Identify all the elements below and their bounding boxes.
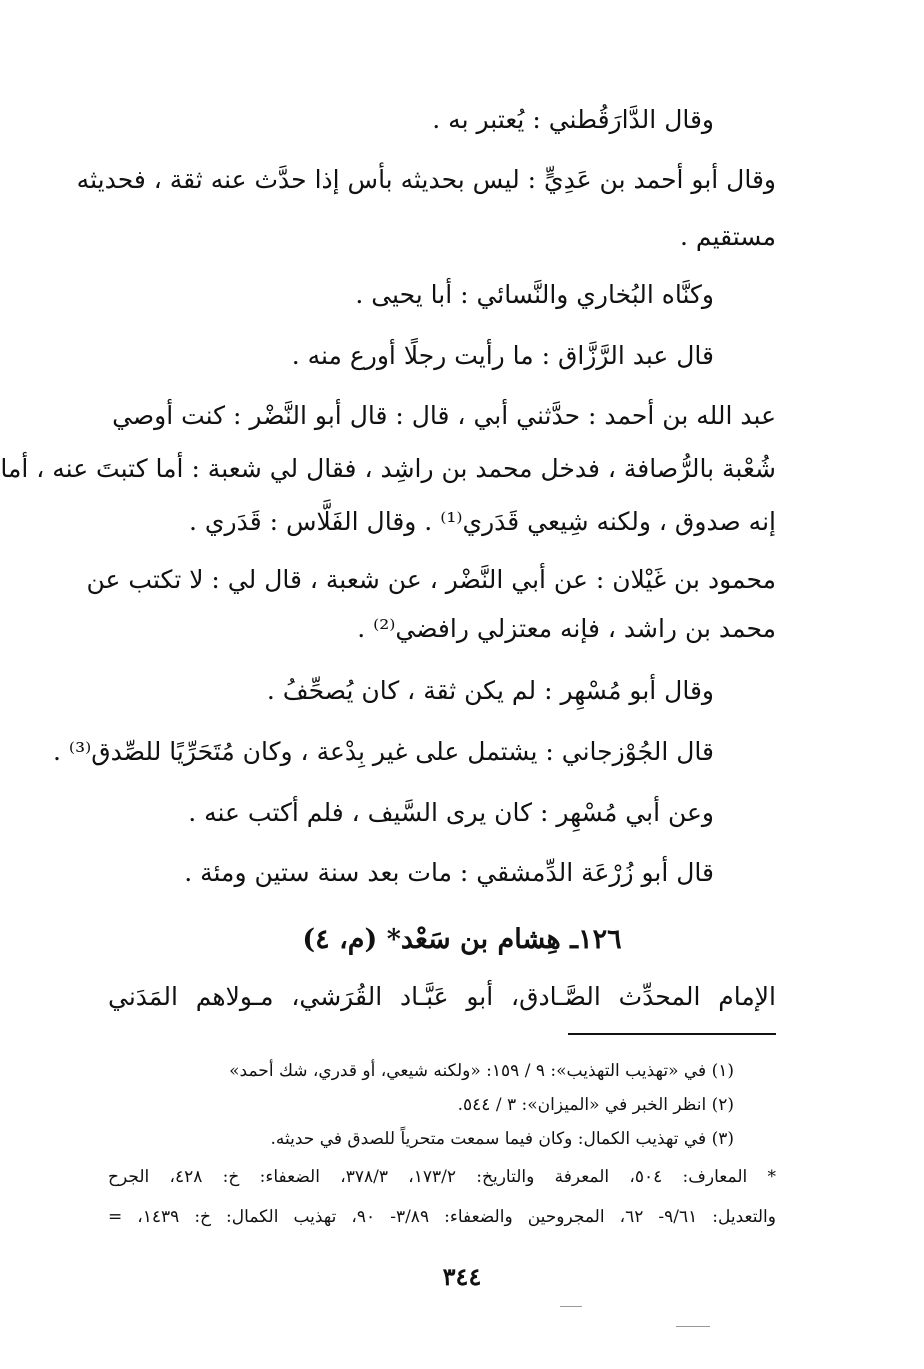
text-line-sayf: وعن أبي مُسْهِر : كان يرى السَّيف ، فلم أكتب عنه . (188, 798, 714, 827)
text-line-mustaqim: مستقيم . (680, 222, 776, 251)
text-line-kunya: وكنَّاه البُخاري والنَّسائي : أبا يحيى . (355, 280, 714, 309)
footnote-3: (٣) في تهذيب الكمال: وكان فيما سمعت متحرياً للصدق في حديثه. (270, 1129, 734, 1149)
scan-mark (676, 1326, 710, 1327)
text-line-abu-zura: قال أبو زُرْعَة الدِّمشقي : مات بعد سنة ستين ومئة . (184, 858, 714, 887)
scan-mark (560, 1306, 582, 1307)
text-line-abdurrazzaq: قال عبد الرَّزَّاق : ما رأيت رجلًا أورع منه . (291, 341, 714, 370)
text-line-rashid: محمد بن راشد ، فإنه معتزلي رافضي⁽²⁾ . (357, 614, 776, 643)
text-line-ibn-adi: وقال أبو أحمد بن عَدِيٍّ : ليس بحديثه بأس إذا حدَّث عنه ثقة ، فحديثه (76, 165, 776, 194)
page-number: ٣٤٤ (442, 1262, 482, 1291)
footnote-2: (٢) انظر الخبر في «الميزان»: ٣ / ٥٤٤. (457, 1095, 734, 1115)
footnote-sources-line-1: * المعارف: ٥٠٤، المعرفة والتاريخ: ١٧٣/٢، ٣٧٨/٣، الضعفاء: خ: ٤٢٨، الجرح (108, 1167, 776, 1187)
text-line-abu-mushir: وقال أبو مُسْهِر : لم يكن ثقة ، كان يُصحِّفُ . (266, 676, 714, 705)
text-line-abdullah: عبد الله بن أحمد : حدَّثني أبي ، قال : قال أبو النَّضْر : كنت أوصي (112, 401, 776, 430)
text-line-imam: الإمام المحدِّث الصَّـادق، أبو عَبَّـاد القُرَشي، مـولاهم المَدَني (108, 982, 776, 1011)
text-line-shuba: شُعْبة بالرُّصافة ، فدخل محمد بن راشِد ، فقال لي شعبة : أما كتبتَ عنه ، أما (0, 454, 776, 483)
footnote-1: (١) في «تهذيب التهذيب»: ٩ / ١٥٩: «ولكنه شيعي، أو قدري، شك أحمد» (229, 1061, 734, 1081)
text-line-juzjani: قال الجُوْزجاني : يشتمل على غير بِدْعة ، وكان مُتَحَرِّيًا للصِّدق⁽³⁾ . (53, 737, 714, 766)
text-line-darqutni: وقال الدَّارَقُطني : يُعتبر به . (432, 105, 714, 134)
footnote-sources-line-2: والتعديل: ٩/٦١- ٦٢، المجروحين والضعفاء: ٣/٨٩- ٩٠، تهذيب الكمال: خ: ١٤٣٩، = (108, 1207, 776, 1227)
entry-heading: ١٢٦ـ هِشام بن سَعْد* (م، ٤) (302, 924, 622, 955)
text-line-saduq: إنه صدوق ، ولكنه شِيعي قَدَري⁽¹⁾ . وقال الفَلَّاس : قَدَري . (189, 507, 776, 536)
text-line-mahmud: محمود بن غَيْلان : عن أبي النَّضْر ، عن شعبة ، قال لي : لا تكتب عن (86, 565, 776, 594)
footnote-divider (568, 1033, 776, 1035)
